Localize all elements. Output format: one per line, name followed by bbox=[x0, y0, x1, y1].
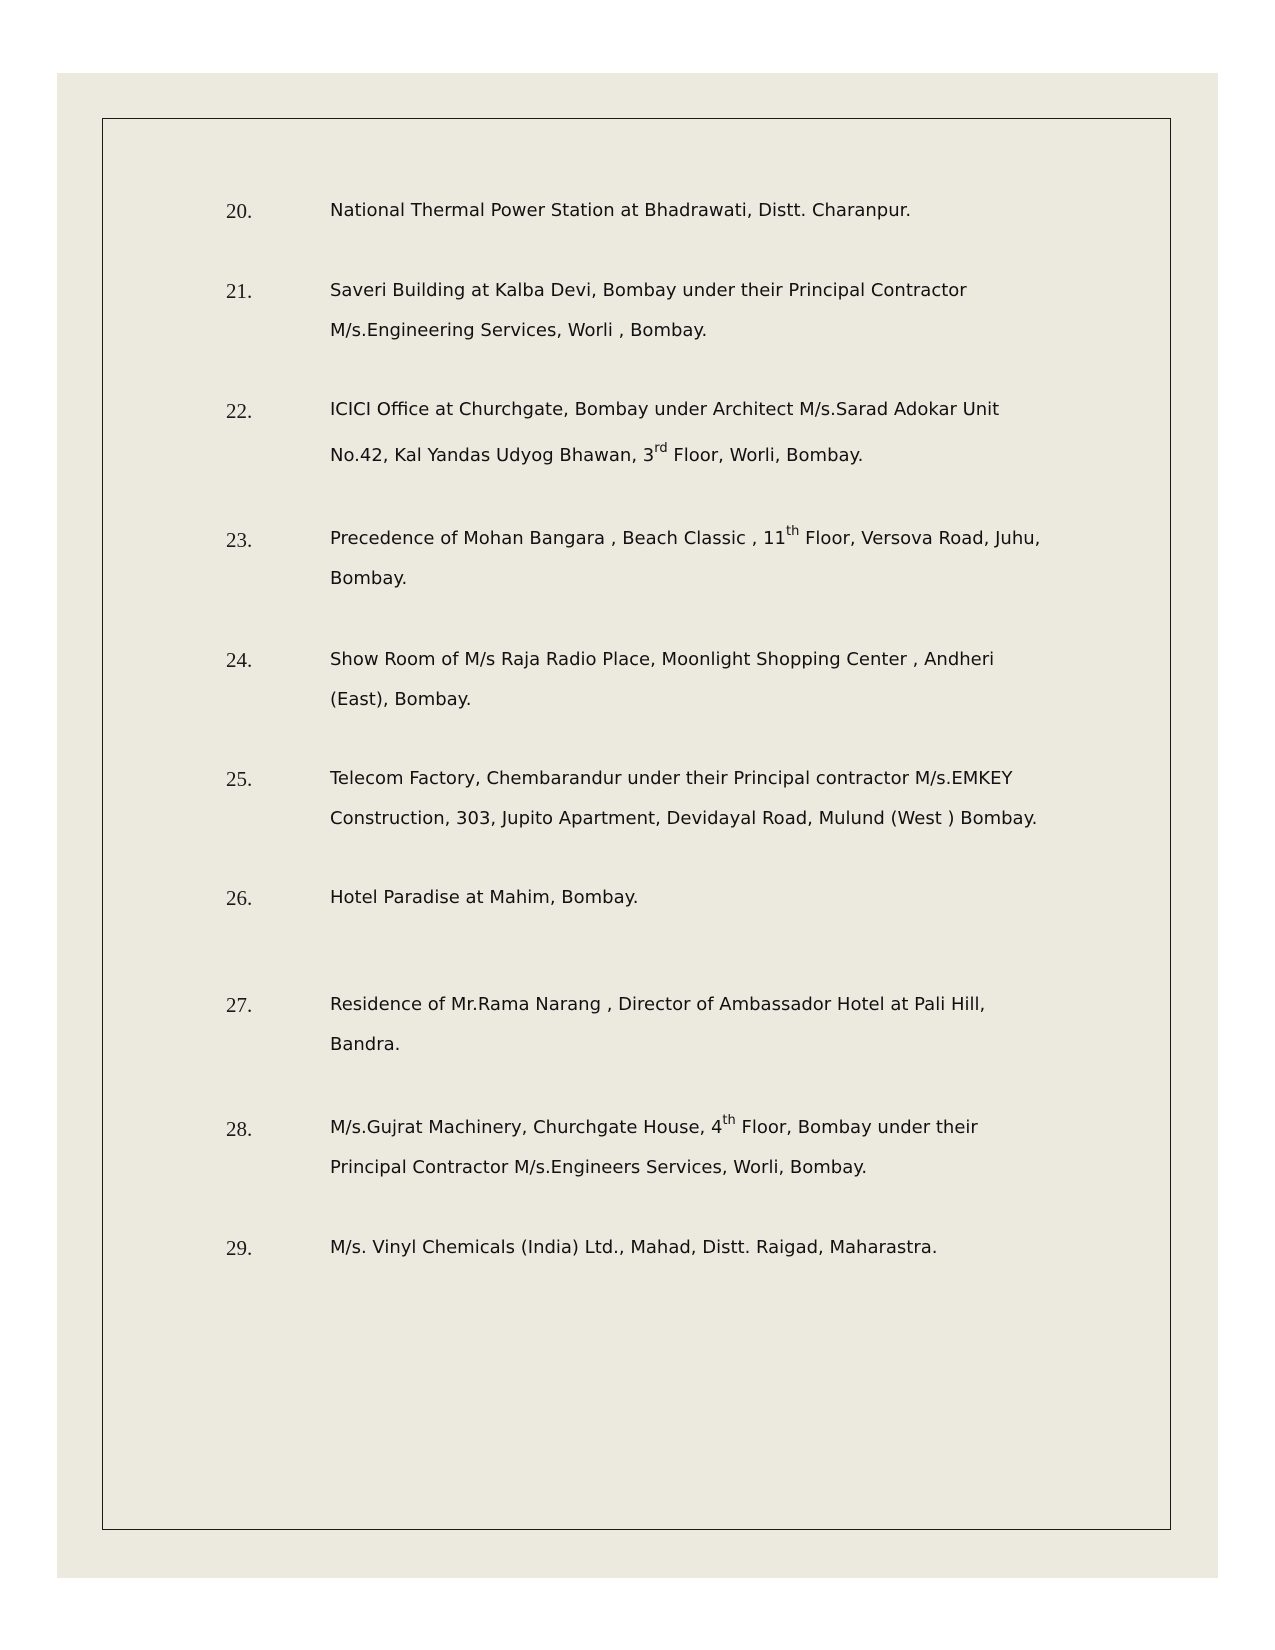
item-text-line: Bandra. bbox=[330, 1034, 401, 1055]
superscript: rd bbox=[654, 441, 668, 456]
text-run: Precedence of Mohan Bangara , Beach Classic , 11 bbox=[330, 528, 787, 549]
text-run: No.42, Kal Yandas Udyog Bhawan, 3 bbox=[330, 445, 655, 466]
item-text-line: Construction, 303, Jupito Apartment, Devidayal Road, Mulund (West ) Bombay. bbox=[330, 808, 1038, 829]
item-text-line: (East), Bombay. bbox=[330, 689, 472, 710]
superscript: th bbox=[786, 524, 800, 539]
text-run: Floor, Bombay under their bbox=[735, 1117, 978, 1138]
superscript: th bbox=[722, 1113, 736, 1128]
item-text-line: Saveri Building at Kalba Devi, Bombay under their Principal Contractor bbox=[330, 280, 967, 301]
page-border bbox=[102, 118, 1171, 1530]
item-text-line: ICICI Office at Churchgate, Bombay under Architect M/s.Sarad Adokar Unit bbox=[330, 399, 1000, 420]
text-run: Floor, Worli, Bombay. bbox=[667, 445, 864, 466]
item-text-line bbox=[330, 518, 1083, 560]
item-text-line: M/s.Engineering Services, Worli , Bombay. bbox=[330, 320, 708, 341]
document-page bbox=[57, 73, 1218, 1578]
item-number: 20. bbox=[226, 199, 253, 223]
item-text-line: Principal Contractor M/s.Engineers Services, Worli, Bombay. bbox=[330, 1157, 868, 1178]
item-number: 25. bbox=[226, 767, 253, 791]
item-number: 28. bbox=[226, 1117, 253, 1141]
item-text bbox=[330, 639, 1083, 721]
item-text: M/s. Vinyl Chemicals (India) Ltd., Mahad, Distt. Raigad, Maharastra. bbox=[330, 1237, 938, 1258]
item-text bbox=[330, 389, 1083, 477]
item-text: National Thermal Power Station at Bhadrawati, Distt. Charanpur. bbox=[330, 200, 912, 221]
item-text bbox=[330, 758, 1083, 840]
item-text bbox=[330, 1107, 1083, 1189]
item-text bbox=[330, 984, 1083, 1066]
item-number: 29. bbox=[226, 1236, 253, 1260]
item-text-line bbox=[330, 1107, 1083, 1149]
item-text bbox=[330, 270, 1083, 352]
item-text-line: Telecom Factory, Chembarandur under their Principal contractor M/s.EMKEY bbox=[330, 768, 1013, 789]
item-text-line: Show Room of M/s Raja Radio Place, Moonlight Shopping Center , Andheri bbox=[330, 649, 995, 670]
item-number: 21. bbox=[226, 279, 253, 303]
text-run: Floor, Versova Road, Juhu, bbox=[799, 528, 1041, 549]
item-text bbox=[330, 518, 1083, 600]
item-text: Hotel Paradise at Mahim, Bombay. bbox=[330, 887, 639, 908]
item-number: 23. bbox=[226, 528, 253, 552]
item-text-line: Bombay. bbox=[330, 568, 408, 589]
item-number: 27. bbox=[226, 993, 253, 1017]
item-number: 22. bbox=[226, 399, 253, 423]
text-run: M/s.Gujrat Machinery, Churchgate House, 4 bbox=[330, 1117, 723, 1138]
item-number: 24. bbox=[226, 648, 253, 672]
item-number: 26. bbox=[226, 886, 253, 910]
item-text-line bbox=[330, 435, 1083, 477]
item-text-line: Residence of Mr.Rama Narang , Director of Ambassador Hotel at Pali Hill, bbox=[330, 994, 986, 1015]
